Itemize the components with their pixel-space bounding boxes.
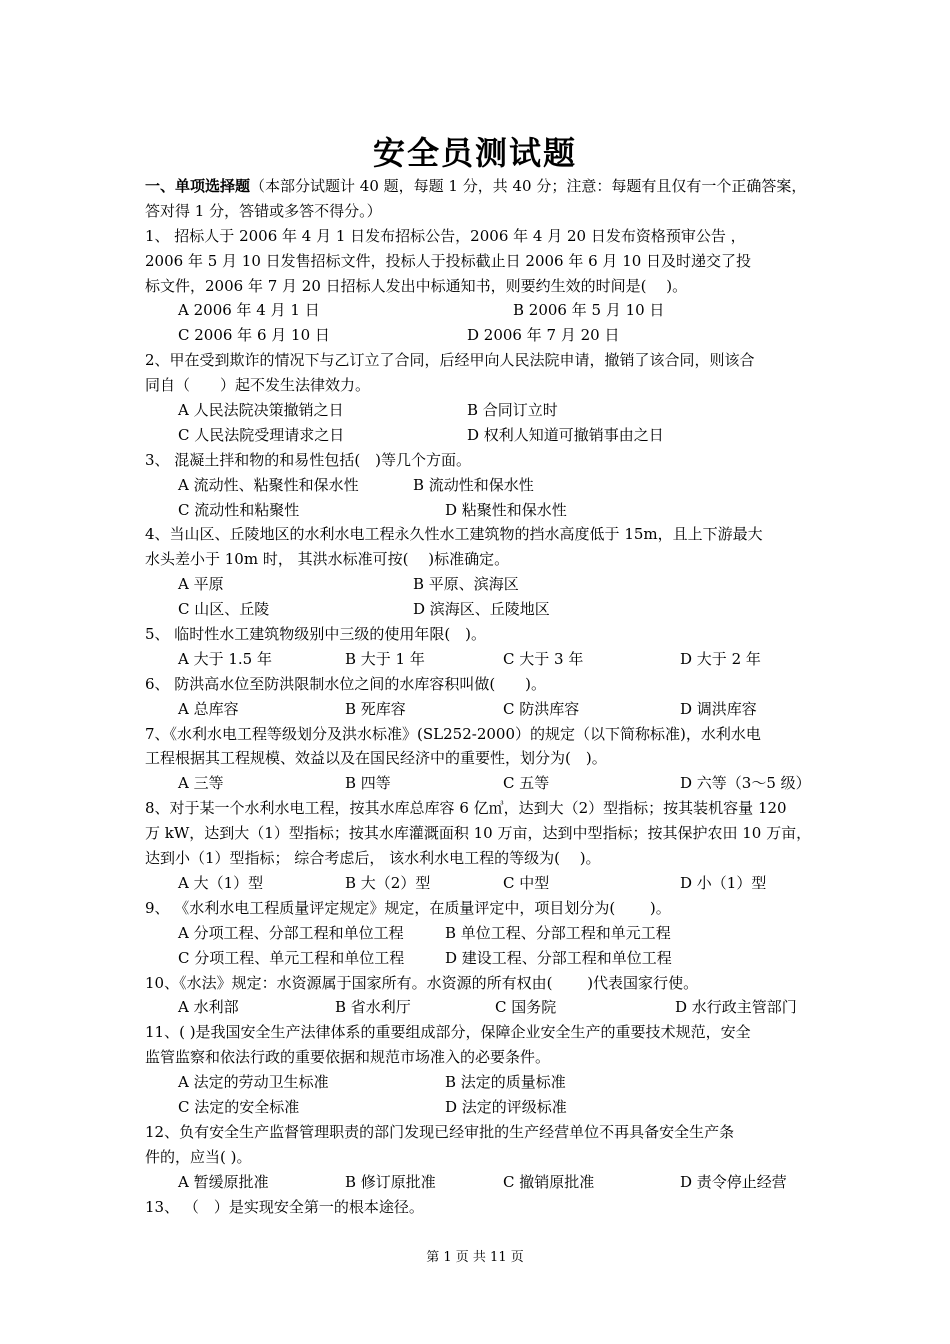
option-d[interactable]: D 小（1）型 [680,873,767,892]
question-text: 9、 《水利水电工程质量评定规定》规定，在质量评定中，项目划分为( )。 [145,898,671,917]
option-b[interactable]: B 死库容 [345,699,406,718]
option-b[interactable]: B 合同订立时 [467,401,558,420]
question-text: 同自（ ）起不发生法律效力。 [145,376,371,395]
question-text: 4、当山区、丘陵地区的水利水电工程永久性水工建筑物的挡水高度低于 15m，且上下游最大 [145,525,763,544]
question-text: 达到小（1）型指标； 综合考虑后， 该水利水电工程的等级为( )。 [145,849,601,868]
option-b[interactable]: B 修订原批准 [345,1172,436,1191]
option-c[interactable]: C 国务院 [495,998,557,1017]
question-text: 8、对于某一个水利水电工程，按其水库总库容 6 亿㎥，达到大（2）型指标；按其装机容量 120 [145,799,787,818]
section-intro [145,174,815,199]
option-b[interactable]: D 2006 年 7 月 20 日 [467,326,620,345]
option-row [145,1095,815,1120]
option-a[interactable]: A 平原 [178,575,224,594]
option-b[interactable]: B 大（2）型 [345,873,431,892]
question-9 [145,896,815,971]
option-d[interactable]: D 大于 2 年 [680,649,761,668]
question-text: 水头差小于 10m 时， 其洪水标准可按( )标准确定。 [145,550,510,569]
option-row [145,597,815,622]
question-2 [145,348,815,448]
option-c[interactable]: C 五等 [503,774,550,793]
question-text: 7、《水利水电工程等级划分及洪水标准》(SL252-2000）的规定（以下简称标准)，水利水电 [145,724,761,743]
option-c[interactable]: C 中型 [503,873,550,892]
page-title: 安全员测试题 [372,134,577,172]
question-12 [145,1120,815,1195]
option-b[interactable]: B 省水利厅 [335,998,411,1017]
option-a[interactable]: A 水利部 [178,998,239,1017]
option-row [145,871,815,896]
option-a[interactable]: C 人民法院受理请求之日 [178,425,345,444]
question-list [145,174,815,1219]
question-text: 10、《水法》规定：水资源属于国家所有。水资源的所有权由( )代表国家行使。 [145,973,699,992]
option-row [145,498,815,523]
option-a[interactable]: A 2006 年 4 月 1 日 [178,301,320,320]
option-d[interactable]: D 六等（3～5 级） [680,774,811,793]
question-text: 2、甲在受到欺诈的情况下与乙订立了合同，后经甲向人民法院申请，撤销了该合同，则该合 [145,351,755,370]
option-a[interactable]: C 分项工程、单元工程和单位工程 [178,948,405,967]
option-b[interactable]: D 建设工程、分部工程和单位工程 [445,948,672,967]
question-13 [145,1195,815,1220]
question-1 [145,224,815,348]
question-8 [145,796,815,896]
question-text: 工程根据其工程规模、效益以及在国民经济中的重要性，划分为( )。 [145,749,607,768]
section-heading: 一、单项选择题 [145,177,251,195]
question-text: 6、 防洪高水位至防洪限制水位之间的水库容积叫做( )。 [145,674,547,693]
option-row [145,1170,815,1195]
option-a[interactable]: A 总库容 [178,699,239,718]
question-text: 12、负有安全生产监督管理职责的部门发现已经审批的生产经营单位不再具备安全生产条 [145,1122,735,1141]
question-text: 1、 招标人于 2006 年 4 月 1 日发布招标公告，2006 年 4 月 20 日发布资格预审公告 ， [145,226,746,245]
option-b[interactable]: D 权利人知道可撤销事由之日 [467,425,664,444]
question-text: 5、 临时性水工建筑物级别中三级的使用年限( )。 [145,625,487,644]
page-footer: 第 1 页 共 11 页 [426,1250,524,1265]
option-b[interactable]: B 平原、滨海区 [413,575,519,594]
option-row [145,572,815,597]
option-a[interactable]: A 三等 [178,774,224,793]
option-row [145,323,815,348]
option-row [145,473,815,498]
question-text: 13、 （ ）是实现安全第一的根本途径。 [145,1197,424,1216]
question-text: 2006 年 5 月 10 日发售招标文件，投标人于投标截止日 2006 年 6 月 10 日及时递交了投 [145,251,752,270]
option-row [145,398,815,423]
option-a[interactable]: A 法定的劳动卫生标准 [178,1073,329,1092]
option-a[interactable]: A 大（1）型 [178,873,264,892]
option-b[interactable]: D 法定的评级标准 [445,1097,567,1116]
option-a[interactable]: C 山区、丘陵 [178,600,270,619]
option-b[interactable]: B 四等 [345,774,391,793]
option-c[interactable]: C 防洪库容 [503,699,580,718]
option-b[interactable]: D 滨海区、丘陵地区 [413,600,550,619]
question-10 [145,971,815,1021]
option-row [145,298,815,323]
option-a[interactable]: A 分项工程、分部工程和单位工程 [178,923,404,942]
option-d[interactable]: D 水行政主管部门 [675,998,797,1017]
option-row [145,946,815,971]
option-row [145,771,815,796]
section-note-continued: 答对得 1 分，答错或多答不得分。） [145,201,382,220]
option-b[interactable]: B 大于 1 年 [345,649,425,668]
option-a[interactable]: C 法定的安全标准 [178,1097,300,1116]
option-row [145,423,815,448]
option-row [145,697,815,722]
option-row [145,1070,815,1095]
option-b[interactable]: D 粘聚性和保水性 [445,500,567,519]
question-5 [145,622,815,672]
option-d[interactable]: D 调洪库容 [680,699,757,718]
option-c[interactable]: C 撤销原批准 [503,1172,595,1191]
option-d[interactable]: D 责令停止经营 [680,1172,787,1191]
option-row [145,921,815,946]
option-a[interactable]: C 2006 年 6 月 10 日 [178,326,330,345]
question-4 [145,522,815,622]
option-b[interactable]: B 2006 年 5 月 10 日 [513,301,665,320]
option-a[interactable]: A 流动性、粘聚性和保水性 [178,475,359,494]
option-a[interactable]: A 暂缓原批准 [178,1172,269,1191]
option-row [145,647,815,672]
option-c[interactable]: C 大于 3 年 [503,649,584,668]
section-note: （本部分试题计 40 题，每题 1 分，共 40 分；注意：每题有且仅有一个正确答案， [250,177,807,195]
option-row [145,995,815,1020]
question-text: 标文件，2006 年 7 月 20 日招标人发出中标通知书，则要约生效的时间是( )。 [145,276,688,295]
question-text: 件的，应当( )。 [145,1147,252,1166]
option-b[interactable]: B 单位工程、分部工程和单元工程 [445,923,671,942]
question-text: 3、 混凝土拌和物的和易性包括( )等几个方面。 [145,450,472,469]
question-text: 11、( )是我国安全生产法律体系的重要组成部分，保障企业安全生产的重要技术规范，安全 [145,1023,751,1042]
option-a[interactable]: A 人民法院决策撤销之日 [178,401,344,420]
option-a[interactable]: A 大于 1.5 年 [178,649,272,668]
option-a[interactable]: C 流动性和粘聚性 [178,500,300,519]
questions [145,224,815,1220]
question-text: 监管监察和依法行政的重要依据和规范市场准入的必要条件。 [145,1048,551,1067]
option-b[interactable]: B 法定的质量标准 [445,1073,566,1092]
question-6 [145,672,815,722]
option-b[interactable]: B 流动性和保水性 [413,475,534,494]
question-3 [145,448,815,523]
question-11 [145,1020,815,1120]
question-7 [145,722,815,797]
question-text: 万 kW，达到大（1）型指标；按其水库灌溉面积 10 万亩，达到中型指标；按其保护农田 10 万亩， [145,824,812,843]
